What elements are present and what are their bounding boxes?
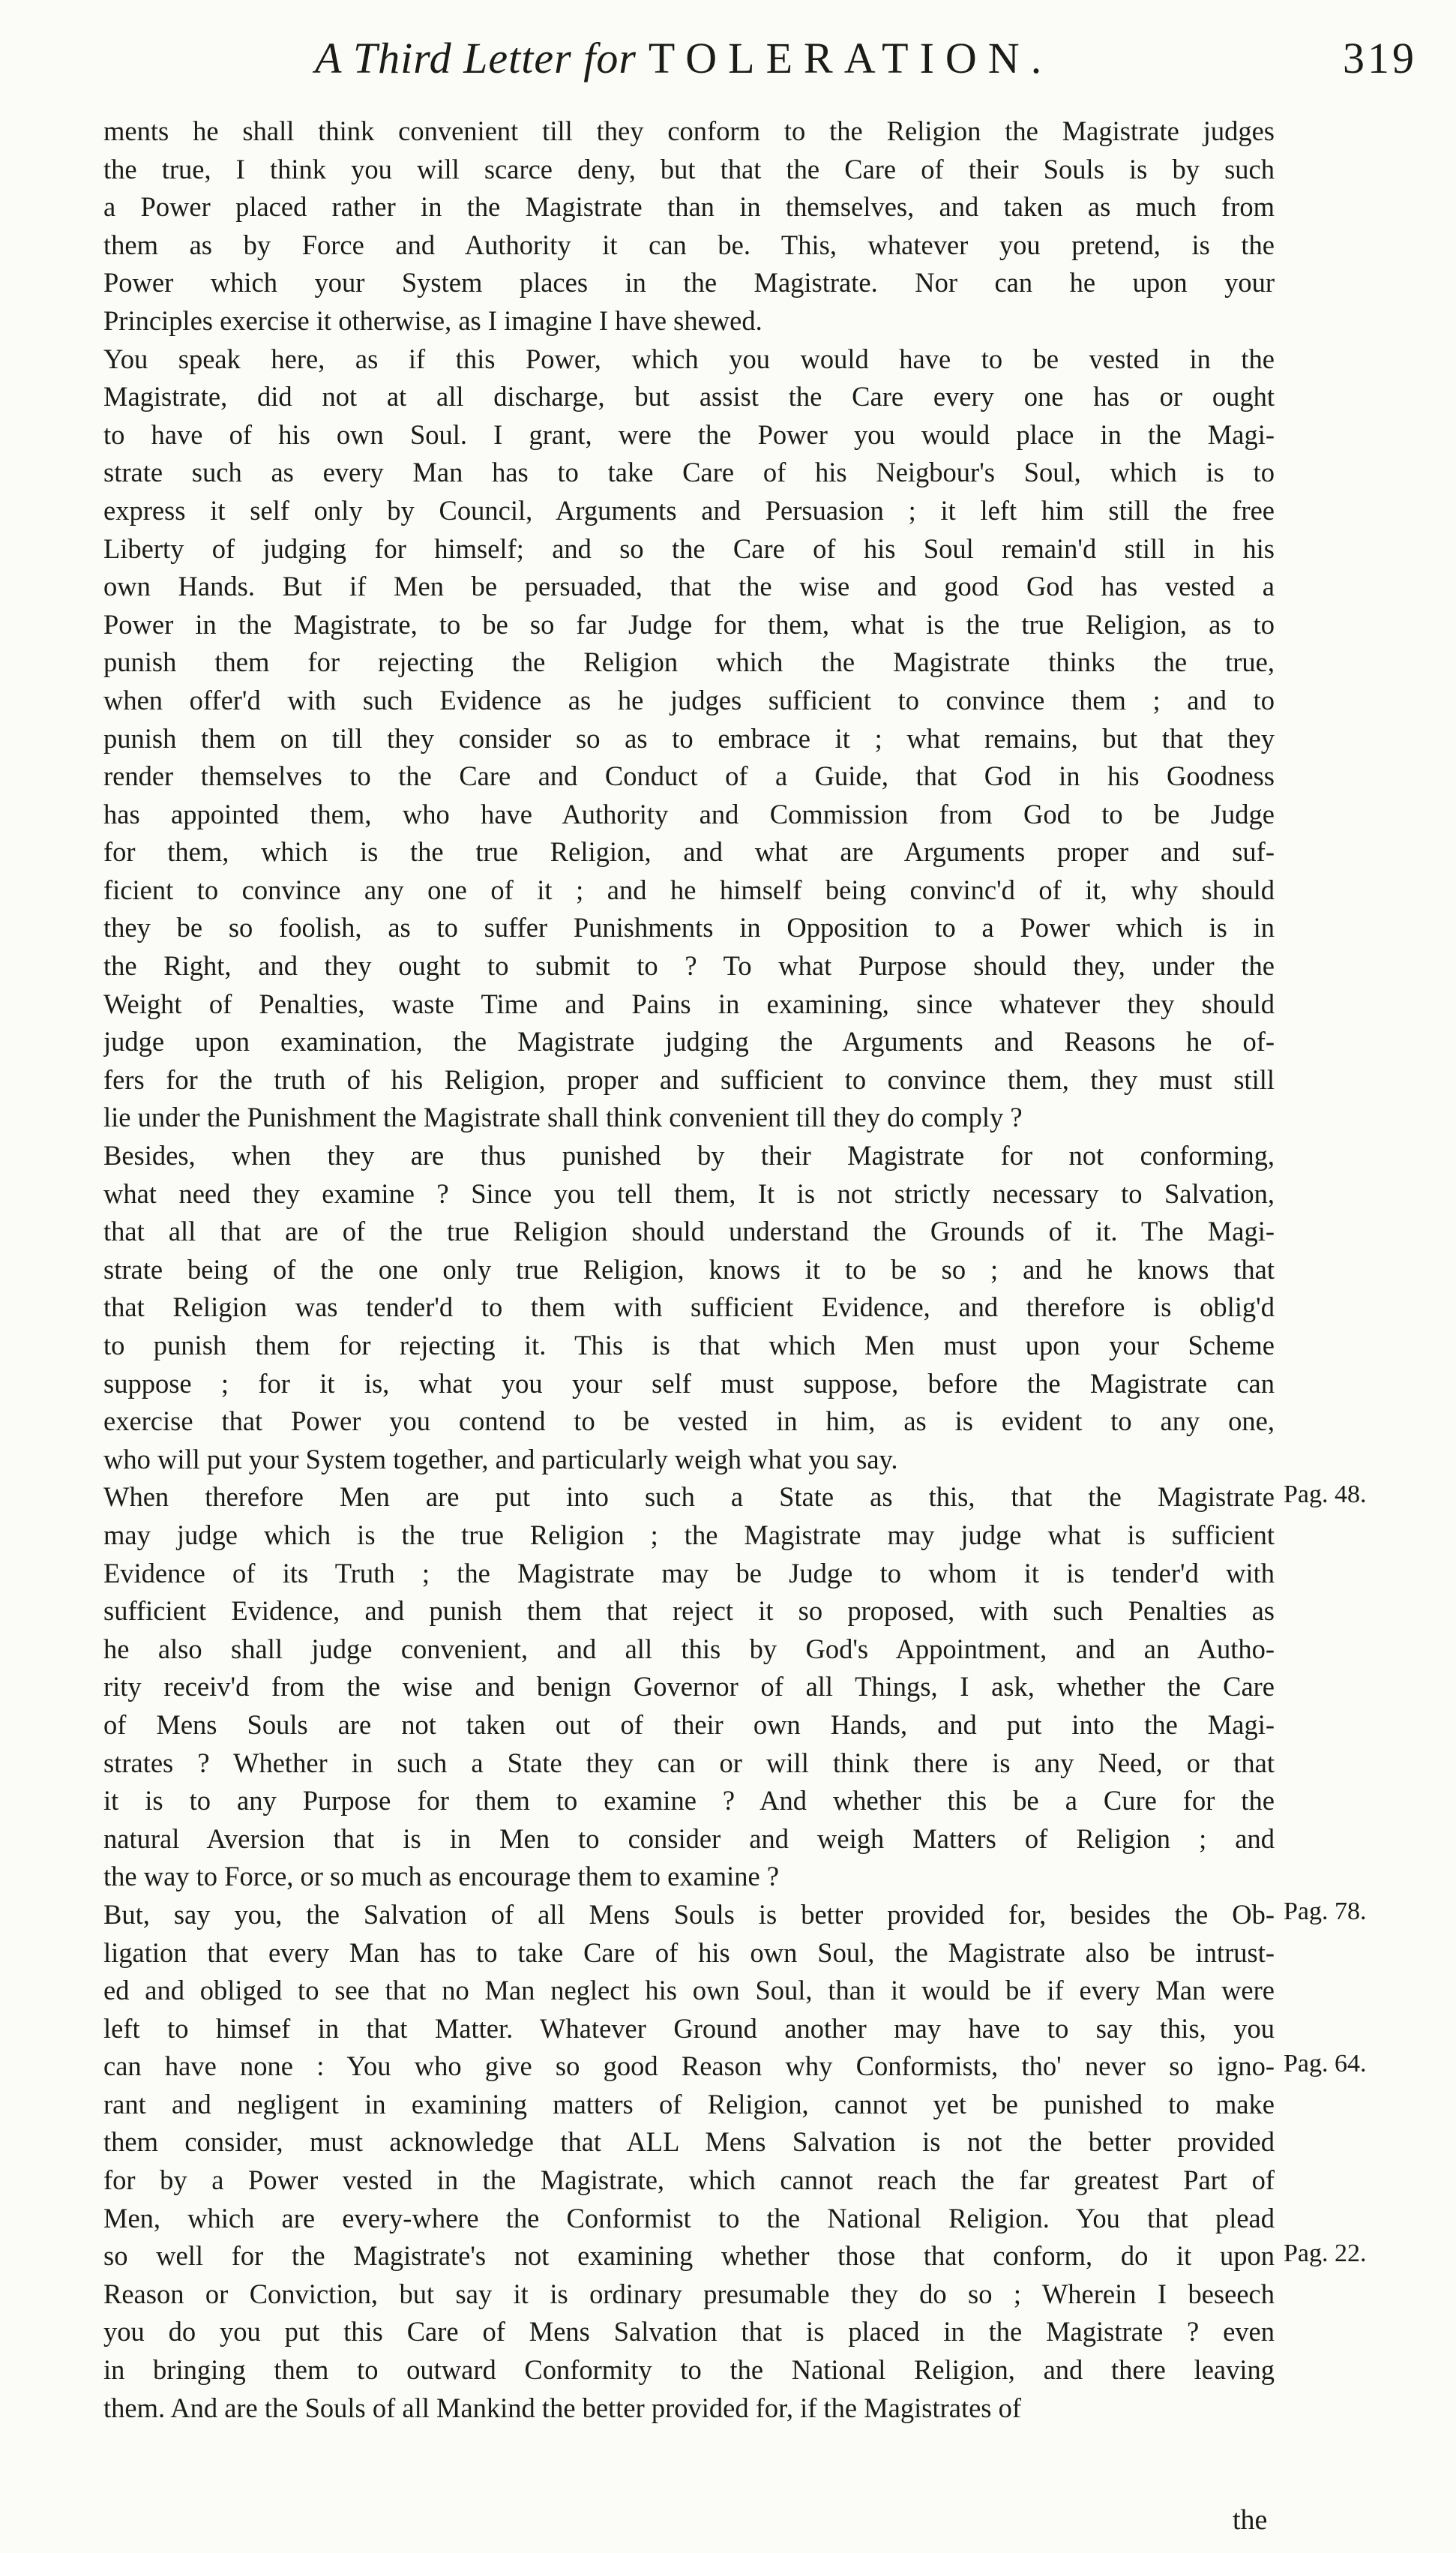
text-line: exercise that Power you contend to be vested in him, as is evident to any one, (103, 1406, 1275, 1437)
running-title-italic: A Third Letter for (315, 34, 637, 82)
text-line: Men, which are every-where the Conformist to the National Religion. You that plead (103, 2202, 1275, 2234)
margin-note: Pag. 22. (1284, 2239, 1367, 2267)
text-line: strates ? Whether in such a State they can or will think there is any Need, or that (103, 1747, 1275, 1778)
text-line: for them, which is the true Religion, and what are Arguments proper and suf- (103, 836, 1275, 868)
text-line: Magistrate, did not at all discharge, but assist the Care every one has or ought (103, 381, 1275, 412)
text-line: express it self only by Council, Arguments and Persuasion ; it left him still the free (103, 494, 1275, 526)
text-line: to punish them for rejecting it. This is that which Men must upon your Scheme (103, 1330, 1275, 1360)
text-line: to have of his own Soul. I grant, were the Power you would place in the Magi- (103, 418, 1275, 450)
text-line: for by a Power vested in the Magistrate, which cannot reach the far greatest Part of (103, 2164, 1275, 2196)
text-line: Power which your System places in the Magistrate. Nor can he upon your (103, 267, 1275, 298)
margin-note: Pag. 64. (1284, 2049, 1367, 2078)
text-line: sufficient Evidence, and punish them that reject it so proposed, with such Penalties as (103, 1595, 1275, 1627)
text-line: that Religion was tender'd to them with sufficient Evidence, and therefore is oblig'd (103, 1292, 1275, 1323)
text-line: punish them on till they consider so as to embrace it ; what remains, but that they (103, 722, 1275, 754)
text-line: suppose ; for it is, what you your self must suppose, before the Magistrate can (103, 1367, 1275, 1399)
text-line: You speak here, as if this Power, which you would have to be vested in the (103, 343, 1275, 374)
text-line: of Mens Souls are not taken out of their own Hands, and put into the Magi- (103, 1708, 1275, 1740)
text-line: own Hands. But if Men be persuaded, that the wise and good God has vested a (103, 571, 1275, 602)
text-line: judge upon examination, the Magistrate judging the Arguments and Reasons he of- (103, 1026, 1275, 1058)
text-line: Weight of Penalties, waste Time and Pains in examining, since whatever they should (103, 988, 1275, 1019)
body-text (103, 112, 1275, 2427)
text-line: it is to any Purpose for them to examine ? And whether this be a Cure for the (103, 1785, 1275, 1816)
text-line: Liberty of judging for himself; and so the Care of his Soul remain'd still in his (103, 532, 1275, 564)
text-line: the Right, and they ought to submit to ? To what Purpose should they, under the (103, 950, 1275, 982)
text-line: you do you put this Care of Mens Salvation that is placed in the Magistrate ? even (103, 2316, 1275, 2348)
text-line: them as by Force and Authority it can be. This, whatever you pretend, is the (103, 229, 1275, 260)
text-line: render themselves to the Care and Conduct of a Guide, that God in his Goodness (103, 760, 1275, 792)
page-number: 319 (1343, 34, 1417, 82)
text-line: When therefore Men are put into such a State as this, that the Magistrate (103, 1481, 1275, 1513)
text-line: he also shall judge convenient, and all this by God's Appointment, and an Autho- (103, 1633, 1275, 1664)
text-line: can have none : You who give so good Reason why Conformists, tho' never so igno- (103, 2050, 1275, 2082)
text-line: strate being of the one only true Religion, knows it to be so ; and he knows that (103, 1253, 1275, 1285)
text-line: rant and negligent in examining matters of Religion, cannot yet be punished to make (103, 2088, 1275, 2120)
text-line: the way to Force, or so much as encourage them to examine ? (103, 1861, 780, 1892)
text-line: in bringing them to outward Conformity to the National Religion, and there leaving (103, 2354, 1275, 2386)
text-line: who will put your System together, and particularly weigh what you say. (103, 1443, 898, 1474)
running-title-caps: TOLERATION. (648, 34, 1053, 82)
text-line: rity receiv'd from the wise and benign Governor of all Things, I ask, whether the Care (103, 1671, 1275, 1702)
running-title (315, 33, 1053, 83)
text-line: natural Aversion that is in Men to consider and weigh Matters of Religion ; and (103, 1822, 1275, 1854)
text-line: ments he shall think convenient till they conform to the Religion the Magistrate judges (103, 116, 1275, 146)
text-line: what need they examine ? Since you tell them, It is not strictly necessary to Salvation, (103, 1178, 1275, 1209)
text-line: strate such as every Man has to take Care of his Neigbour's Soul, which is to (103, 457, 1275, 488)
text-line: ligation that every Man has to take Care of his own Soul, the Magistrate also be intrust- (103, 1936, 1275, 1968)
catchword: the (1233, 2504, 1268, 2536)
text-line: has appointed them, who have Authority and Commission from God to be Judge (103, 798, 1275, 830)
text-line: fers for the truth of his Religion, proper and sufficient to convince them, they must still (103, 1064, 1275, 1095)
text-line: when offer'd with such Evidence as he judges sufficient to convince them ; and to (103, 684, 1275, 716)
text-line: a Power placed rather in the Magistrate than in themselves, and taken as much from (103, 191, 1275, 223)
text-line: Evidence of its Truth ; the Magistrate may be Judge to whom it is tender'd with (103, 1557, 1275, 1588)
text-line: the true, I think you will scarce deny, but that the Care of their Souls is by such (103, 153, 1275, 184)
text-line: they be so foolish, as to suffer Punishments in Opposition to a Power which is in (103, 912, 1275, 944)
margin-note: Pag. 48. (1284, 1480, 1367, 1508)
text-line: lie under the Punishment the Magistrate shall think convenient till they do comply ? (103, 1102, 1023, 1133)
text-line: Reason or Conviction, but say it is ordinary presumable they do so ; Wherein I beseech (103, 2278, 1275, 2309)
text-line: ed and obliged to see that no Man neglect his own Soul, than it would be if every Man were (103, 1975, 1275, 2006)
text-line: them consider, must acknowledge that ALL Mens Salvation is not the better provided (103, 2126, 1275, 2158)
text-line: may judge which is the true Religion ; the Magistrate may judge what is sufficient (103, 1519, 1275, 1550)
text-line: Power in the Magistrate, to be so far Judge for them, what is the true Religion, as to (103, 608, 1275, 640)
text-line: so well for the Magistrate's not examining whether those that conform, do it upon (103, 2240, 1275, 2272)
text-line: left to himsef in that Matter. Whatever Ground another may have to say this, you (103, 2012, 1275, 2044)
running-header (315, 33, 1417, 93)
text-line: punish them for rejecting the Religion which the Magistrate thinks the true, (103, 646, 1275, 678)
text-line: ficient to convince any one of it ; and he himself being convinc'd of it, why should (103, 874, 1275, 905)
text-line: Principles exercise it otherwise, as I imagine I have shewed. (103, 304, 762, 336)
text-line: Besides, when they are thus punished by their Magistrate for not conforming, (103, 1140, 1275, 1172)
margin-note: Pag. 78. (1284, 1898, 1367, 1926)
text-line: them. And are the Souls of all Mankind the better provided for, if the Magistrates of (103, 2392, 1022, 2423)
text-line: But, say you, the Salvation of all Mens Souls is better provided for, besides the Ob- (103, 1898, 1275, 1930)
text-line: that all that are of the true Religion should understand the Grounds of it. The Magi- (103, 1216, 1275, 1247)
